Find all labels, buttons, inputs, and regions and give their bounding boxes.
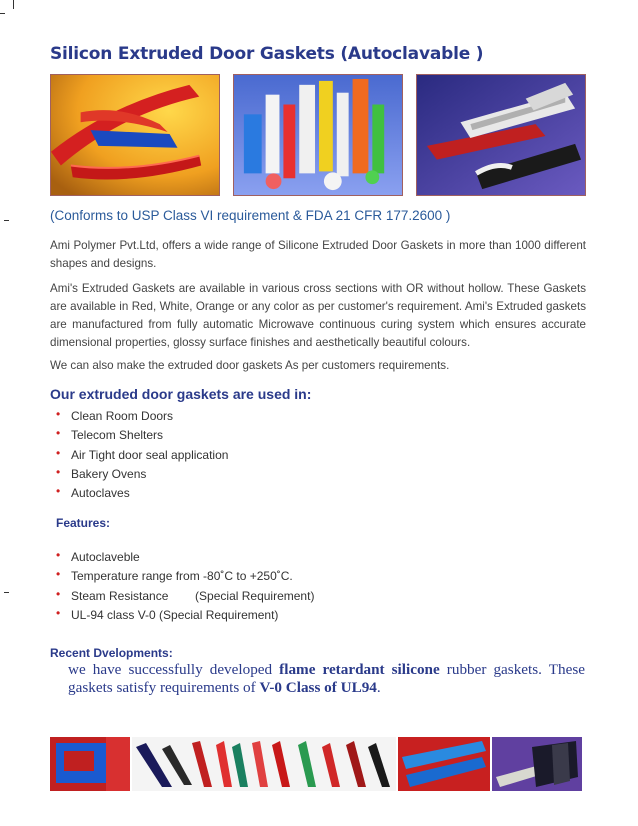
list-item: • Bakery Ovens xyxy=(56,464,147,481)
colored-gasket-samples-photo xyxy=(233,74,403,196)
recent-developments-heading: Recent Dvelopments: xyxy=(50,646,173,660)
uses-list xyxy=(56,407,228,503)
bullet-icon: • xyxy=(56,567,61,582)
multicolor-gaskets-photo xyxy=(132,737,396,791)
crop-mark xyxy=(4,592,9,593)
bullet-icon: • xyxy=(56,445,61,460)
red-gasket-profile-photo xyxy=(50,74,220,196)
list-item: • Air Tight door seal application xyxy=(56,445,229,462)
crop-mark xyxy=(4,220,9,221)
recent-developments-text: we have successfully developed flame retardant silicone rubber gaskets. These gaskets satisfy requirements of V-0 Class of UL94. xyxy=(68,661,585,696)
features-heading: Features: xyxy=(56,516,111,530)
bullet-icon: • xyxy=(56,548,61,562)
conformance-statement: (Conforms to USP Class VI requirement & FDA 21 CFR 177.2600 ) xyxy=(50,208,451,223)
crop-mark xyxy=(13,0,14,9)
list-item: • Autoclaveble xyxy=(56,548,140,564)
gray-profiles-photo xyxy=(492,737,582,791)
bullet-icon: • xyxy=(56,605,61,620)
availability-paragraph: Ami's Extruded Gaskets are available in various cross sections with OR without hollow. These Gaskets are available in Red, White, Orange or any color as per customer's requirement. Ami's Extruded gaskets are manufactured from fully automatic Microwave continuous curing system which ensures accurate dimensional properties, glossy surface finishes and aesthetically beautiful colours. xyxy=(50,282,586,349)
intro-paragraph: Ami Polymer Pvt.Ltd, offers a wide range of Silicone Extruded Door Gaskets in more than 1000 different shapes and designs. xyxy=(50,239,586,270)
bullet-icon: • xyxy=(56,484,61,499)
features-list xyxy=(56,548,314,625)
page-title: Silicon Extruded Door Gaskets (Autoclavable ) xyxy=(50,44,484,64)
bullet-icon: • xyxy=(56,426,61,441)
bullet-icon: • xyxy=(56,586,61,601)
white-gasket-profiles-photo xyxy=(416,74,586,196)
list-item: • Steam Resistance (Special Requirement) xyxy=(56,586,315,603)
list-item: • Clean Room Doors xyxy=(56,407,174,423)
list-item: • Temperature range from -80˚C to +250˚C. xyxy=(56,567,293,584)
custom-paragraph: We can also make the extruded door gaskets As per customers requirements. xyxy=(50,359,450,372)
blue-profiles-photo xyxy=(398,737,490,791)
list-item: • UL-94 class V-0 (Special Requirement) xyxy=(56,605,279,622)
bullet-icon: • xyxy=(56,407,61,421)
bottom-image-strip xyxy=(50,737,586,791)
bullet-icon: • xyxy=(56,464,61,479)
blue-gasket-photo xyxy=(50,737,130,791)
crop-mark xyxy=(0,13,5,14)
list-item: • Telecom Shelters xyxy=(56,426,164,443)
uses-heading: Our extruded door gaskets are used in: xyxy=(50,386,312,402)
list-item: • Autoclaves xyxy=(56,484,130,501)
